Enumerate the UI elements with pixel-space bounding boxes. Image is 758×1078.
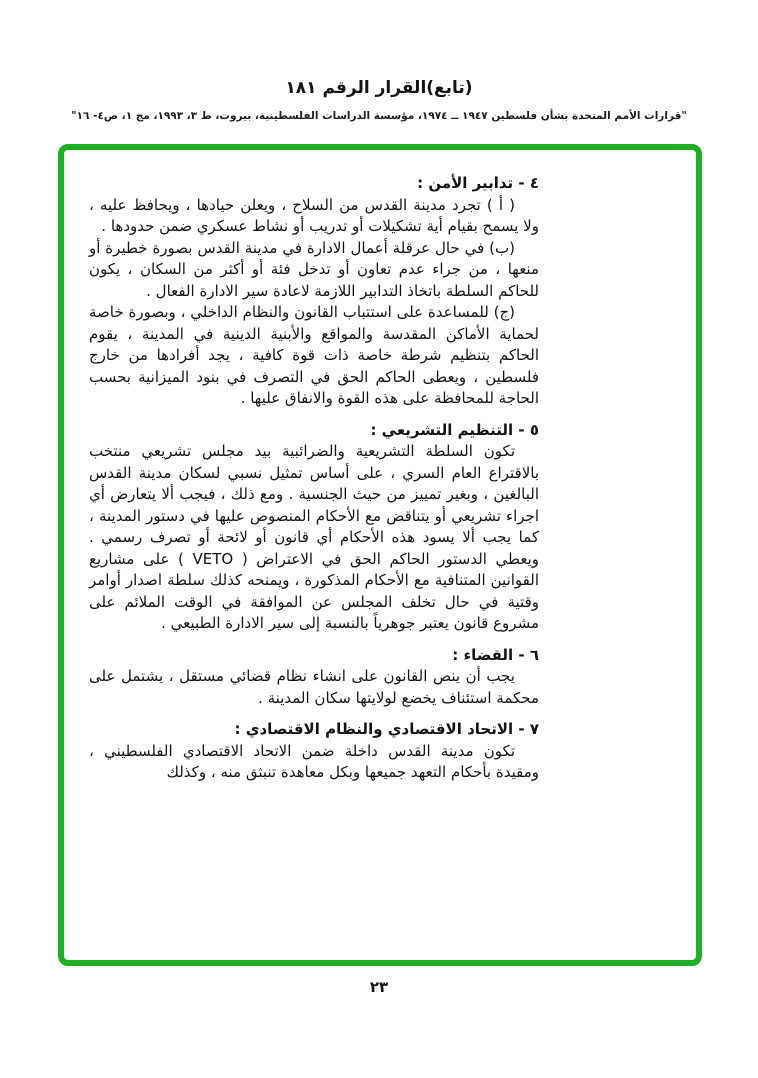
section-judiciary <box>89 645 539 710</box>
section-heading-legislative: ٥ - التنظيم التشريعي : <box>370 420 539 439</box>
document-frame <box>58 144 702 966</box>
paragraph-economic-union: تكون مدينة القدس داخلة ضمن الاتحاد الاقتصادي الفلسطيني ، ومقيدة بأحكام التعهد جميعها وبكل معاهدة تنبثق منه ، وكذلك <box>89 741 539 781</box>
section-economic-union <box>89 719 539 784</box>
paragraph-security-a: ( أ ) تجرد مدينة القدس من السلاح ، ويعلن حيادها ، ويحافظ عليه ، ولا يسمح بقيام أية تشكيلات أو تدريب أو نشاط عسكري ضمن حدودها . <box>89 195 539 235</box>
resolution-title: (تابع)القرار الرقم ١٨١ <box>285 78 473 98</box>
section-legislative-organization <box>89 420 539 635</box>
paragraph-legislative: تكون السلطة التشريعية والضرائبية بيد مجلس تشريعي منتخب بالاقتراع العام السري ، على أساس تمثيل نسبي لسكان مدينة القدس البالغين ، وبغير تمييز من حيث الجنسية . ومع ذلك ، فيجب ألا يتعارض أي اجراء تشريعي أو يتناقض مع الأحكام المنصوص عليها في دستور المدينة ، كما يجب ألا يسود هذه الأحكام أي قانون أو لائحة أو تصرف رسمي . ويعطي الدستور الحاكم الحق في الاعتراض ( VETO ) على مشاريع القوانين المتنافية مع الأحكام المذكورة ، ويمنحه كذلك سلطة اصدار أوامر وقتية في حال تخلف المجلس عن الموافقة في الوقت الملائم على مشروع قانون يعتبر جوهرياً بالنسبة إلى سير الادارة الطبيعي . <box>89 442 539 632</box>
paragraph-judiciary: يجب أن ينص القانون على انشاء نظام قضائي مستقل ، يشتمل على محكمة استئناف يخضع لولايتها سكان المدينة . <box>89 667 539 707</box>
document-body <box>64 150 696 960</box>
section-security-measures <box>89 173 539 410</box>
paragraph-security-b: (ب) في حال عرقلة أعمال الادارة في مدينة القدس بصورة خطيرة أو منعها ، من جراء عدم تعاون أو تدخل فئة أو أكثر من السكان ، يكون للحاكم السلطة باتخاذ التدابير اللازمة لاعادة سير الادارة الفعال . <box>89 238 539 300</box>
section-heading-security: ٤ - تدابير الأمن : <box>417 174 539 192</box>
section-heading-economic-union: ٧ - الاتحاد الاقتصادي والنظام الاقتصادي : <box>234 720 539 738</box>
paragraph-security-c: (ج) للمساعدة على استتباب القانون والنظام الداخلي ، وبصورة خاصة لحماية الأماكن المقدسة والمواقع والأبنية الدينية في المدينة ، يقوم الحاكم بتنظيم شرطة خاصة ذات قوة كافية ، يجد أفرادها من خارج فلسطين ، ويعطى الحاكم الحق في التصرف في بنود الميزانية بحسب الحاجة للمحافظة على هذه القوة والانفاق عليها . <box>89 303 539 407</box>
section-heading-judiciary: ٦ - القضاء : <box>452 645 539 664</box>
page-number: ٢٣ <box>369 978 389 996</box>
source-citation: "قرارات الأمم المتحدة بشأن فلسطين ١٩٤٧ ــ ١٩٧٤، مؤسسة الدراسات الفلسطينية، بيروت، ط ٣، ١٩٩٣، مج ١، ص٤- ١٦" <box>71 110 687 122</box>
